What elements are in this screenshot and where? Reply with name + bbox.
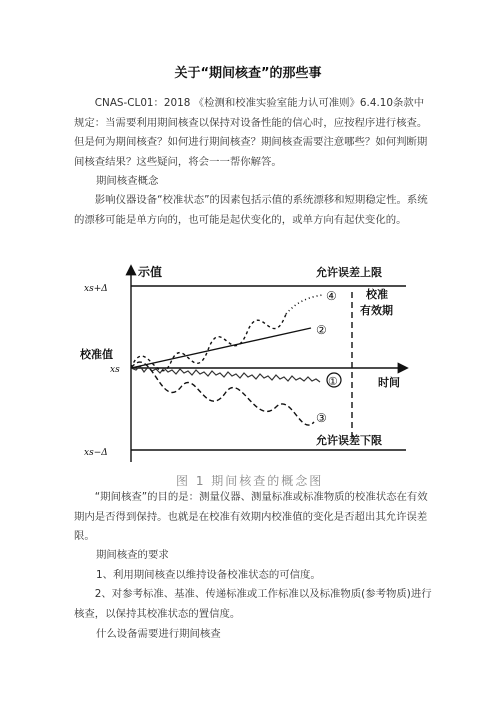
curve-4-label: ④ [326,289,337,303]
curve-1-label: ① [328,375,338,388]
calibration-value-label: 校准值 [80,348,113,361]
lower-tick-label: xs−Δ [84,448,108,458]
concept-figure-svg [76,262,426,472]
requirement-2: 2、对参考标准、基准、传递标准或工作标准以及标准物质(参考物质)进行核查，以保持其校准状态的置信度。 [74,588,432,620]
concept-heading: 期间核查概念 [96,175,159,187]
validity-label-2: 有效期 [360,304,393,317]
baseline-tick-label: xs [110,365,120,375]
concept-paragraph: 影响仪器设备“校准状态”的因素包括示值的系统漂移和短期稳定性。系统的漂移可能是单方向的，也可能是起伏变化的，或单方向有起伏变化的。 [74,194,428,226]
lower-limit-label: 允许误差下限 [316,434,382,447]
intro-paragraph: CNAS-CL01：2018 《检测和校准实验室能力认可准则》6.4.10条款中规定：当需要利用期间核查以保持对设备性能的信心时，应按程序进行核查。但是何为期间核查？如何进行期间核查？期间核查需要注意哪些？如何判断期间核查结果？这些疑问，将会一一帮你解答。 [74,97,428,168]
page-title: 关于“期间核查”的那些事 [174,66,322,81]
which-devices-heading: 什么设备需要进行期间核查 [96,628,221,640]
curve-4-tail [286,295,322,314]
figure-caption: 图 1 期间核查的概念图 [176,474,324,488]
upper-limit-label: 允许误差上限 [316,266,382,279]
y-axis-label: 示值 [138,265,163,279]
curve-3-label: ③ [316,411,327,425]
upper-tick-label: xs+Δ [84,284,108,294]
curve-2 [131,328,311,368]
concept-figure [76,262,426,482]
validity-label-1: 校准 [366,288,388,301]
x-axis-label: 时间 [378,376,400,389]
requirements-heading: 期间核查的要求 [96,549,169,561]
purpose-paragraph: “期间核查”的目的是：测量仪器、测量标准或标准物质的校准状态在有效期内是否得到保持。也就是在校准有效期内校准值的变化是否超出其允许误差限。 [74,491,428,542]
requirement-1: 1、利用期间核查以维持设备校准状态的可信度。 [96,569,321,581]
curve-2-label: ② [316,323,327,337]
